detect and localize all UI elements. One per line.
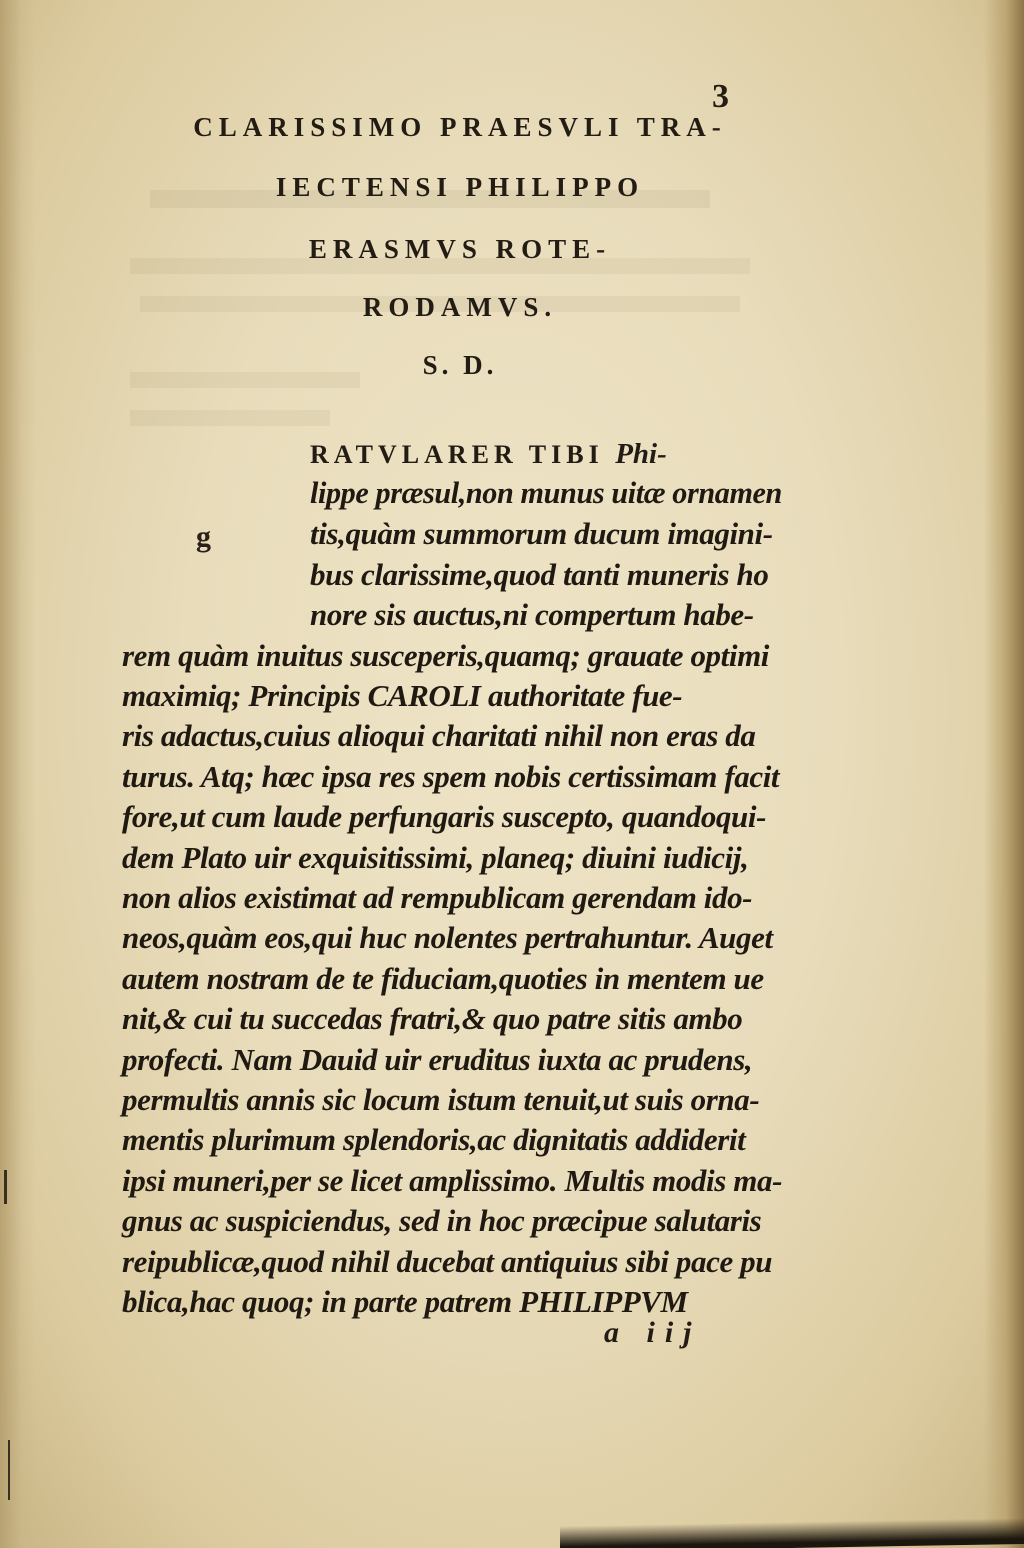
body-line: tis,quàm summorum ducum imagini- [310, 516, 773, 552]
heading-line-1: CLARISSIMO PRAESVLI TRA- [193, 112, 727, 142]
body-line: lippe præsul,non munus uitæ ornamen [310, 476, 782, 510]
page-bottom-shadow [560, 1518, 1024, 1548]
salutation: S. D. [422, 350, 498, 380]
body-line: ris adactus,cuius alioqui charitati nihil non eras da [122, 718, 756, 754]
opening-italic: Phi- [615, 438, 667, 470]
signature-mark: a iij [604, 1316, 702, 1349]
page-number: 3 [712, 78, 729, 115]
body-line: neos,quàm eos,qui huc nolentes pertrahuntur. Auget [122, 920, 773, 956]
heading-line-3: ERASMVS ROTE- [308, 234, 612, 264]
margin-mark [8, 1440, 10, 1500]
opening-line [310, 438, 667, 471]
body-line: nore sis auctus,ni compertum habe- [310, 597, 754, 633]
show-through-line [130, 410, 330, 426]
guide-letter: g [196, 520, 211, 553]
body-line: bus clarissime,quod tanti muneris ho [310, 556, 769, 592]
body-line: ipsi muneri,per se licet amplissimo. Multis modis ma- [122, 1162, 782, 1198]
margin-mark [4, 1170, 7, 1204]
body-line: rem quàm inuitus susceperis,quamq; grauate optimi [122, 637, 770, 673]
body-line: profecti. Nam Dauid uir eruditus iuxta ac prudens, [122, 1041, 753, 1077]
body-line: dem Plato uir exquisitissimi, planeq; diuini iudicij, [122, 839, 749, 875]
opening-caps: RATVLARER TIBI [310, 440, 604, 469]
body-line: mentis plurimum splendoris,ac dignitatis addiderit [122, 1122, 746, 1158]
body-line: maximiq; Principis CAROLI authoritate fue- [122, 678, 683, 713]
body-line: permultis annis sic locum istum tenuit,ut suis orna- [122, 1082, 760, 1117]
page-gutter-shadow [0, 0, 36, 1548]
page-edge-shadow [984, 0, 1024, 1548]
body-line: fore,ut cum laude perfungaris suscepto, quandoqui- [122, 799, 767, 835]
body-line: blica,hac quoq; in parte patrem PHILIPPVM [122, 1284, 688, 1319]
heading-line-2: IECTENSI PHILIPPO [275, 172, 645, 202]
body-line: non alios existimat ad rempublicam gerendam ido- [122, 880, 753, 915]
heading-line-4: RODAMVS. [362, 292, 558, 322]
body-line: turus. Atq; hæc ipsa res spem nobis certissimam facit [122, 758, 780, 794]
body-line: nit,& cui tu succedas fratri,& quo patre sitis ambo [122, 1001, 743, 1037]
body-line: autem nostram de te fiduciam,quoties in mentem ue [122, 960, 764, 996]
body-line: gnus ac suspiciendus, sed in hoc præcipue salutaris [122, 1203, 762, 1239]
body-line: reipublicæ,quod nihil ducebat antiquius sibi pace pu [122, 1243, 773, 1279]
